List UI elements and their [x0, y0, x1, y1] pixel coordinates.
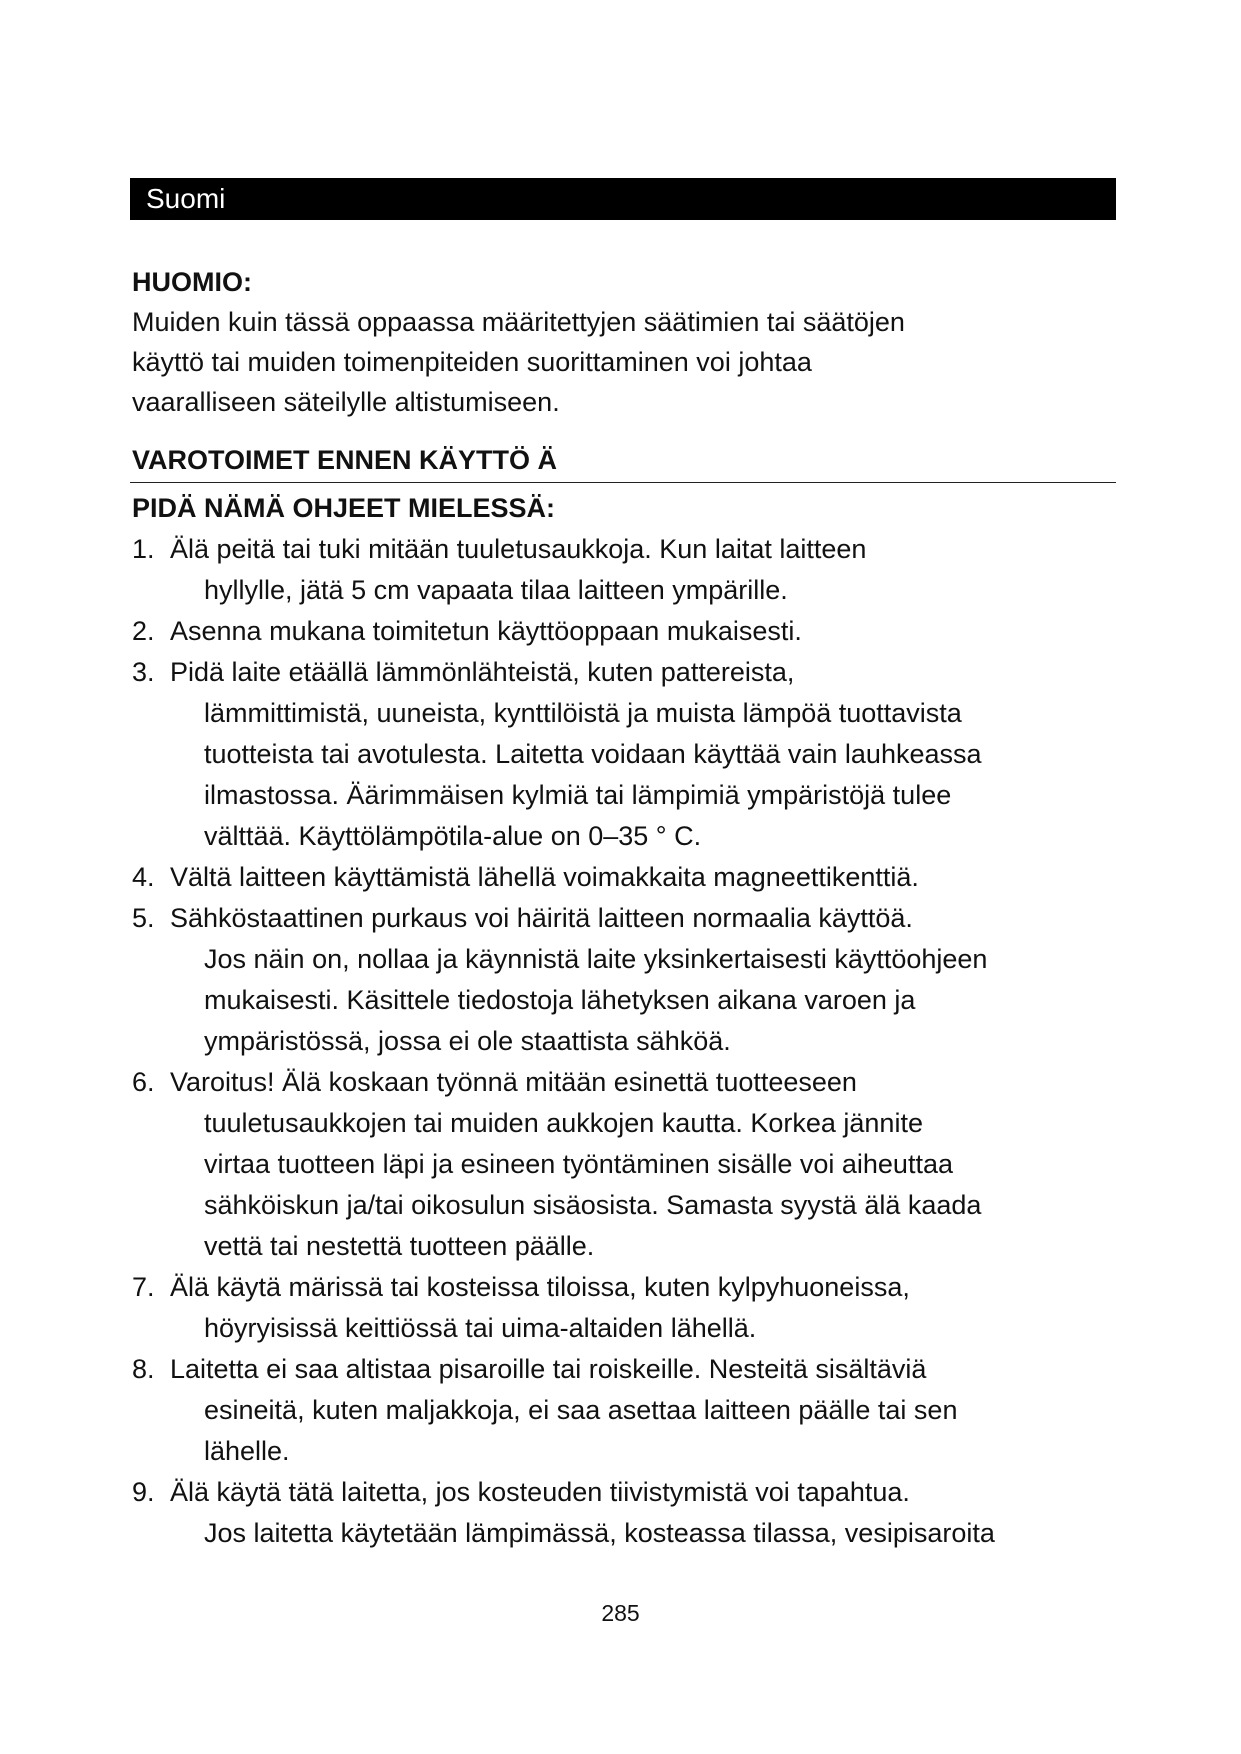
- list-item: [132, 1349, 1122, 1472]
- section-heading: VAROTOIMET ENNEN KÄYTTÖ Ä: [132, 445, 558, 475]
- list-item: [132, 611, 1122, 652]
- language-header-bar: Suomi: [130, 178, 1116, 220]
- list-item-continuation: tuotteista tai avotulesta. Laitetta voidaan käyttää vain lauhkeassa: [204, 739, 982, 769]
- warning-line: vaaralliseen säteilylle altistumiseen.: [132, 387, 560, 417]
- list-item: [132, 1062, 1122, 1267]
- list-item-continuation: esineitä, kuten maljakkoja, ei saa asettaa laitteen päälle tai sen: [204, 1395, 958, 1425]
- list-item: [132, 529, 1122, 611]
- list-item-continuation: Jos laitetta käytetään lämpimässä, kosteassa tilassa, vesipisaroita: [204, 1518, 995, 1548]
- list-item-continuation: Jos näin on, nollaa ja käynnistä laite yksinkertaisesti käyttöohjeen: [204, 944, 988, 974]
- list-item-number: 2.: [132, 616, 155, 646]
- list-item-number: 7.: [132, 1272, 155, 1302]
- list-item-number: 4.: [132, 862, 155, 892]
- document-content: [132, 262, 1122, 1554]
- list-item-continuation: lähelle.: [204, 1436, 290, 1466]
- page-number: 285: [601, 1600, 640, 1626]
- list-item: [132, 857, 1122, 898]
- list-item-continuation: vettä tai nestettä tuotteen päälle.: [204, 1231, 595, 1261]
- list-item-number: 9.: [132, 1477, 155, 1507]
- list-item-continuation: mukaisesti. Käsittele tiedostoja lähetyksen aikana varoen ja: [204, 985, 916, 1015]
- list-item-number: 6.: [132, 1067, 155, 1097]
- list-item-continuation: ilmastossa. Äärimmäisen kylmiä tai lämpimiä ympäristöjä tulee: [204, 780, 952, 810]
- list-item-number: 8.: [132, 1354, 155, 1384]
- list-item: [132, 1472, 1122, 1554]
- list-item: [132, 898, 1122, 1062]
- list-item-number: 3.: [132, 657, 155, 687]
- list-item-number: 1.: [132, 534, 155, 564]
- list-item-text: Sähköstaattinen purkaus voi häiritä laitteen normaalia käyttöä.: [170, 903, 913, 933]
- list-item-text: Älä peitä tai tuki mitään tuuletusaukkoja. Kun laitat laitteen: [170, 534, 867, 564]
- section-divider: [130, 482, 1116, 483]
- warning-line: käyttö tai muiden toimenpiteiden suorittaminen voi johtaa: [132, 347, 812, 377]
- list-item-continuation: ympäristössä, jossa ei ole staattista sähköä.: [204, 1026, 731, 1056]
- list-item-continuation: välttää. Käyttölämpötila-alue on 0–35 ° C.: [204, 821, 702, 851]
- list-item-continuation: hyllylle, jätä 5 cm vapaata tilaa laitteen ympärille.: [204, 575, 788, 605]
- list-item-text: Varoitus! Älä koskaan työnnä mitään esinettä tuotteeseen: [170, 1067, 857, 1097]
- section-subheading: PIDÄ NÄMÄ OHJEET MIELESSÄ:: [132, 493, 556, 523]
- list-item-continuation: tuuletusaukkojen tai muiden aukkojen kautta. Korkea jännite: [204, 1108, 923, 1138]
- list-item-text: Laitetta ei saa altistaa pisaroille tai roiskeille. Nesteitä sisältäviä: [170, 1354, 927, 1384]
- list-item-continuation: lämmittimistä, uuneista, kynttilöistä ja muista lämpöä tuottavista: [204, 698, 962, 728]
- list-item-continuation: sähköiskun ja/tai oikosulun sisäosista. Samasta syystä älä kaada: [204, 1190, 982, 1220]
- list-item-continuation: höyryisissä keittiössä tai uima-altaiden lähellä.: [204, 1313, 757, 1343]
- list-item: [132, 652, 1122, 857]
- list-item-text: Älä käytä märissä tai kosteissa tiloissa, kuten kylpyhuoneissa,: [170, 1272, 910, 1302]
- precautions-list: [132, 529, 1122, 1554]
- list-item-text: Älä käytä tätä laitetta, jos kosteuden tiivistymistä voi tapahtua.: [170, 1477, 910, 1507]
- list-item-text: Pidä laite etäällä lämmönlähteistä, kuten pattereista,: [170, 657, 795, 687]
- list-item-continuation: virtaa tuotteen läpi ja esineen työntäminen sisälle voi aiheuttaa: [204, 1149, 953, 1179]
- list-item-text: Vältä laitteen käyttämistä lähellä voimakkaita magneettikenttiä.: [170, 862, 919, 892]
- warning-line: Muiden kuin tässä oppaassa määritettyjen säätimien tai säätöjen: [132, 307, 905, 337]
- list-item-text: Asenna mukana toimitetun käyttöoppaan mukaisesti.: [170, 616, 802, 646]
- warning-text: [132, 302, 1122, 422]
- list-item-number: 5.: [132, 903, 155, 933]
- warning-heading: HUOMIO:: [132, 267, 252, 297]
- list-item: [132, 1267, 1122, 1349]
